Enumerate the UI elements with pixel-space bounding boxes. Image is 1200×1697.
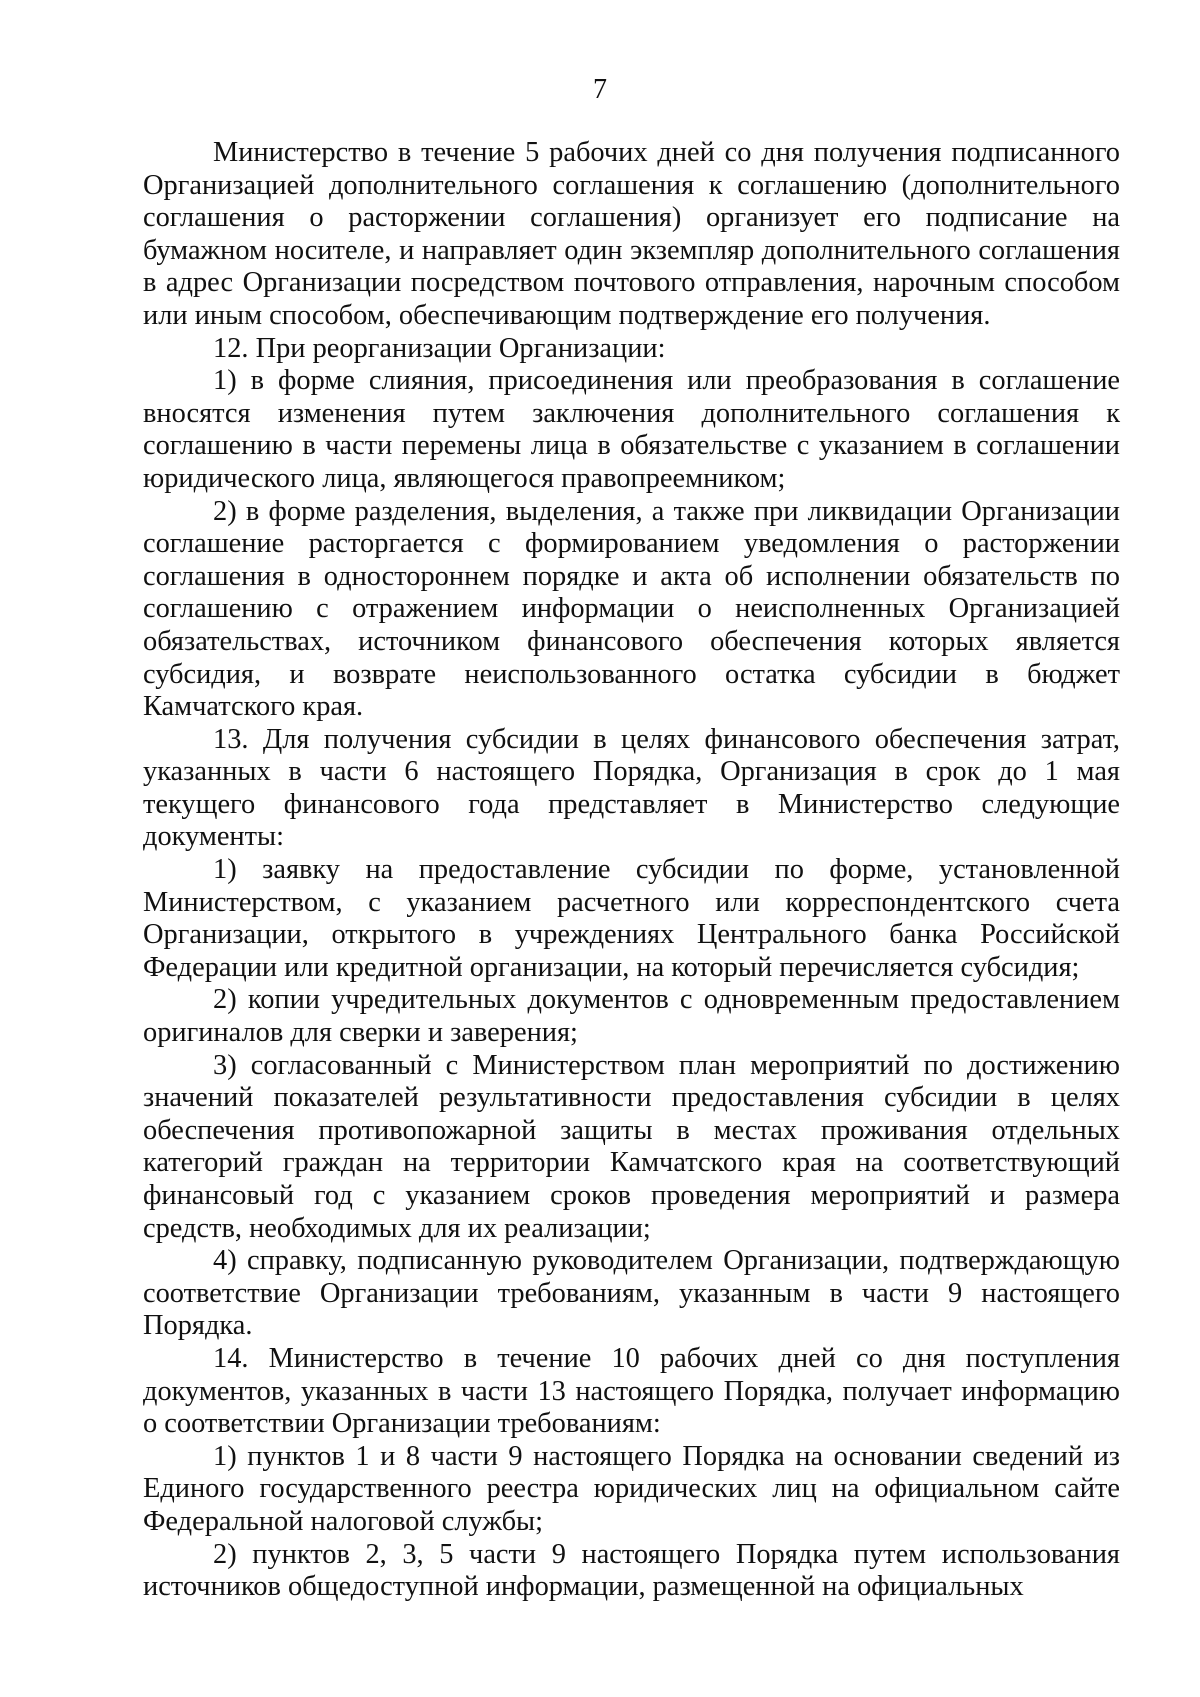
- paragraph-12-1-merger: 1) в форме слияния, присоединения или преобразования в соглашение вносятся изменения путем заключения дополнительного соглашения к соглашению в части перемены лица в обязательстве с указанием в соглашении юридического лица, являющегося правопреемником;: [143, 365, 1120, 494]
- page-number: 7: [593, 74, 607, 105]
- paragraph-13-1-application: 1) заявку на предоставление субсидии по форме, установленной Министерством, с указанием расчетного или корреспондентского счета Организации, открытого в учреждениях Центрального банка Российской Федерации или кредитной организации, на который перечисляется субсидия;: [143, 854, 1120, 983]
- paragraph-13-3-plan: 3) согласованный с Министерством план мероприятий по достижению значений показателей результативности предоставления субсидии в целях обеспечения противопожарной защиты в местах проживания отдельных категорий граждан на территории Камчатского края на соответствующий финансовый год с указанием сроков проведения мероприятий и размера средств, необходимых для их реализации;: [143, 1049, 1120, 1244]
- paragraph-12-2-division: 2) в форме разделения, выделения, а также при ликвидации Организации соглашение расторгается с формированием уведомления о расторжении соглашения в одностороннем порядке и акта об исполнении обязательств по соглашению с отражением информации о неисполненных Организацией обязательствах, источником финансового обеспечения которых является субсидия, и возврате неиспользованного остатка субсидии в бюджет Камчатского края.: [143, 495, 1120, 723]
- paragraph-14-1-registry: 1) пунктов 1 и 8 части 9 настоящего Порядка на основании сведений из Единого государственного реестра юридических лиц на официальном сайте Федеральной налоговой службы;: [143, 1440, 1120, 1537]
- paragraph-ministry-signing: Министерство в течение 5 рабочих дней со дня получения подписанного Организацией дополнительного соглашения к соглашению (дополнительного соглашения о расторжении соглашения) организует его подписание на бумажном носителе, и направляет один экземпляр дополнительного соглашения в адрес Организации посредством почтового отправления, нарочным способом или иным способом, обеспечивающим подтверждение его получения.: [143, 137, 1120, 331]
- paragraph-13-4-certificate: 4) справку, подписанную руководителем Организации, подтверждающую соответствие Организации требованиям, указанным в части 9 настоящего Порядка.: [143, 1245, 1120, 1342]
- paragraph-14-ministry-check: 14. Министерство в течение 10 рабочих дней со дня поступления документов, указанных в части 13 настоящего Порядка, получает информацию о соответствии Организации требованиям:: [143, 1342, 1120, 1440]
- paragraph-12-reorganization: 12. При реорганизации Организации:: [213, 332, 666, 364]
- paragraph-14-2-public-sources: 2) пунктов 2, 3, 5 части 9 настоящего Порядка путем использования источников общедоступной информации, размещенной на официальных: [143, 1538, 1120, 1603]
- paragraph-13-2-copies: 2) копии учредительных документов с одновременным предоставлением оригиналов для сверки и заверения;: [143, 984, 1120, 1049]
- paragraph-13-documents: 13. Для получения субсидии в целях финансового обеспечения затрат, указанных в части 6 настоящего Порядка, Организация в срок до 1 мая текущего финансового года представляет в Министерство следующие документы:: [143, 723, 1120, 853]
- document-body: [143, 137, 1120, 1604]
